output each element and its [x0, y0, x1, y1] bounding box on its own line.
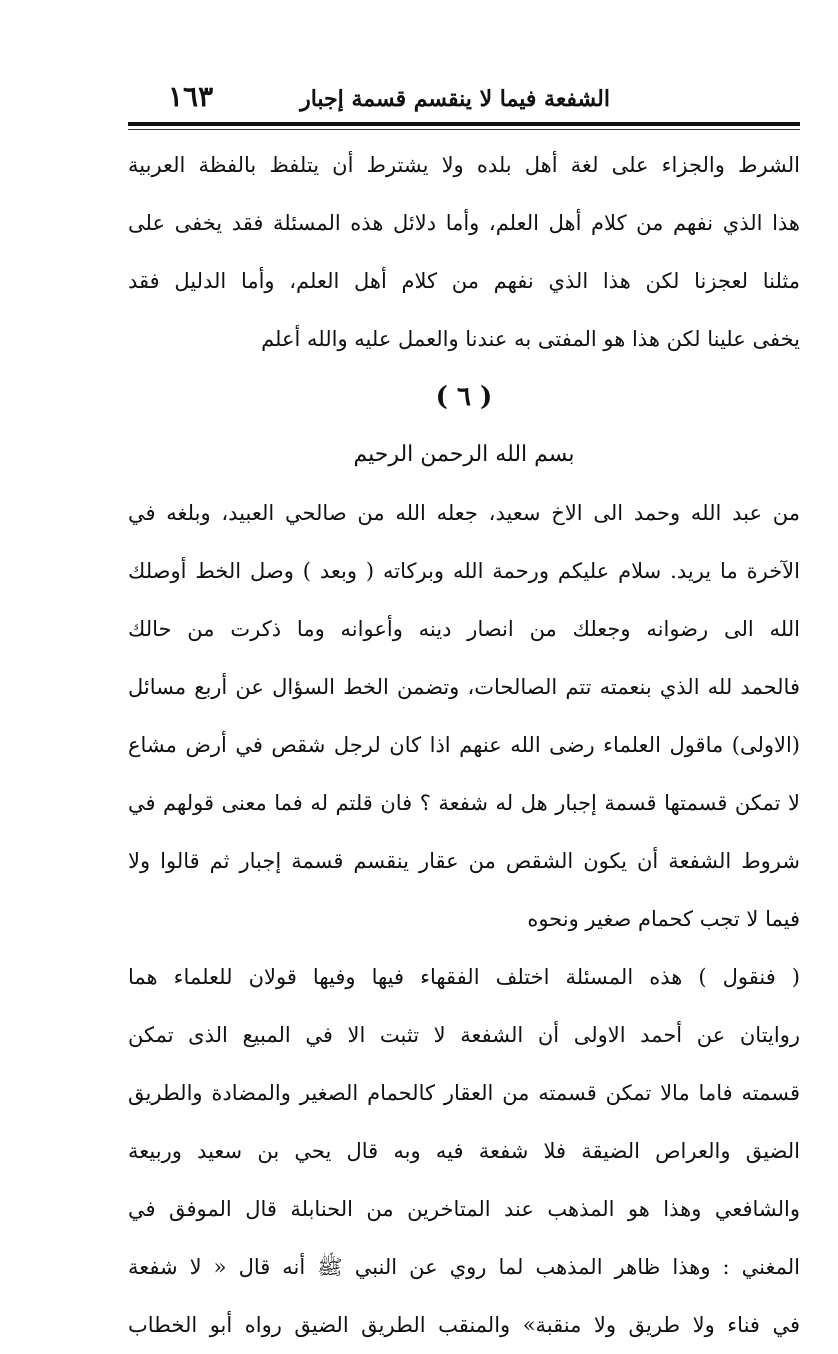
text-line: ( فنقول ) هذه المسئلة اختلف الفقهاء فيها وفيها قولان للعلماء هما: [128, 965, 800, 989]
running-title: الشفعة فيما لا ينقسم قسمة إجبار: [300, 86, 610, 112]
section-number: ( ٦ ): [435, 382, 493, 412]
text-line: لا تمكن قسمتها قسمة إجبار هل له شفعة ؟ فان قلتم له فما معنى قولهم في: [128, 791, 800, 815]
text-line: الضيق والعراص الضيقة فلا شفعة فيه وبه قال يحي بن سعيد وربيعة: [128, 1139, 800, 1163]
text-line: الآخرة ما يريد. سلام عليكم ورحمة الله وبركاته ( وبعد ) وصل الخط أوصلك: [128, 559, 800, 583]
text-line: فيما لا تجب كحمام صغير ونحوه: [527, 907, 800, 931]
text-line: مثلنا لعجزنا لكن هذا الذي نفهم من كلام أهل العلم، وأما الدليل فقد: [128, 269, 800, 293]
text-line: فالحمد لله الذي بنعمته تتم الصالحات، وتضمن الخط السؤال عن أربع مسائل: [128, 675, 800, 699]
text-line: الشرط والجزاء على لغة أهل بلده ولا يشترط أن يتلفظ بالفظة العربية: [128, 153, 800, 177]
text-line: الله الى رضوانه وجعلك من انصار دينه وأعوانه وما ذكرت من حالك: [128, 617, 800, 641]
text-line: روايتان عن أحمد الاولى أن الشفعة لا تثبت الا في المبيع الذى تمكن: [128, 1023, 800, 1047]
text-line: في فناء ولا طريق ولا منقبة» والمنقب الطريق الضيق رواه أبو الخطاب: [128, 1313, 800, 1337]
page-header: [128, 80, 800, 120]
text-line: والشافعي وهذا هو المذهب عند المتاخرين من الحنابلة قال الموفق في: [128, 1197, 800, 1221]
text-line: شروط الشفعة أن يكون الشقص من عقار ينقسم قسمة إجبار ثم قالوا ولا: [128, 849, 800, 873]
text-line: المغني : وهذا ظاهر المذهب لما روي عن النبي ﷺ أنه قال « لا شفعة: [128, 1255, 800, 1279]
text-line: يخفى علينا لكن هذا هو المفتى به عندنا والعمل عليه والله أعلم: [261, 327, 800, 351]
header-rule-thin: [128, 129, 800, 130]
header-rule-thick: [128, 122, 800, 126]
basmala: بسم الله الرحمن الرحيم: [353, 442, 575, 467]
page-number: ١٦٣: [168, 80, 214, 113]
text-line: هذا الذي نفهم من كلام أهل العلم، وأما دلائل هذه المسئلة فقد يخفى على: [128, 211, 800, 235]
text-line: من عبد الله وحمد الى الاخ سعيد، جعله الله من صالحي العبيد، وبلغه في: [128, 501, 800, 525]
text-line: (الاولى) ماقول العلماء رضى الله عنهم اذا كان لرجل شقص في أرض مشاع: [128, 733, 800, 757]
body-text: [128, 136, 800, 1354]
text-line: قسمته فاما مالا تمكن قسمته من العقار كالحمام الصغير والمضادة والطريق: [128, 1081, 800, 1105]
